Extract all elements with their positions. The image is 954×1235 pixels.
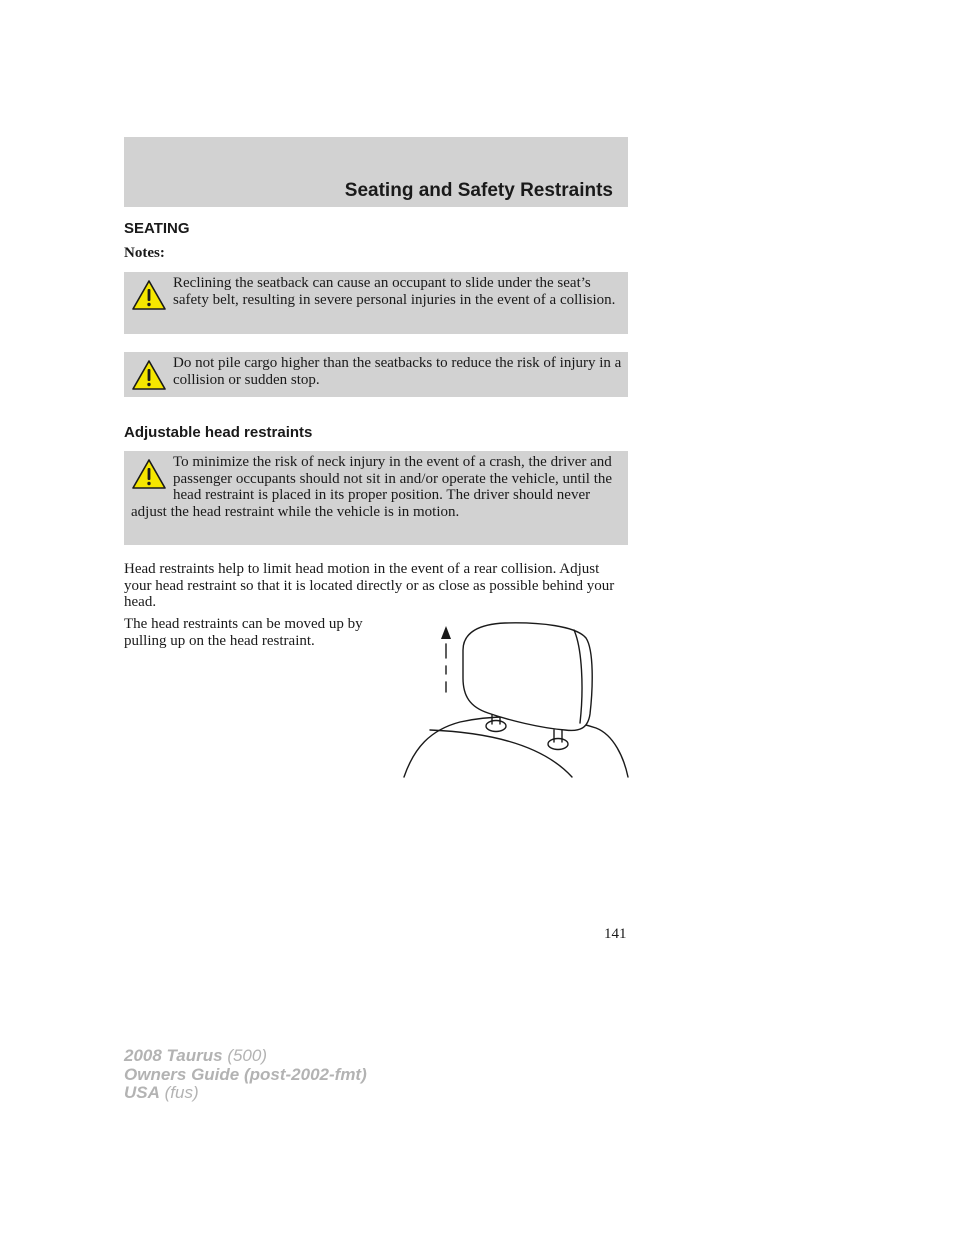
warning-triangle-icon [131,278,167,314]
warning-text: To minimize the risk of neck injury in the event of a crash, the driver and passenger occupants should not sit in and/or operate the vehicle, until the head restraint is placed in its proper position. The driver should never adjust the head restraint while the vehicle is in motion. [131,454,613,520]
document-footer [124,1047,367,1103]
warning-box-cargo [124,352,628,397]
notes-label: Notes: [124,245,165,261]
chapter-title: Seating and Safety Restraints [344,180,613,201]
subsection-heading: Adjustable head restraints [124,424,313,441]
arrow-head-icon [441,626,451,639]
section-header-band [124,137,628,207]
footer-line-guide: Owners Guide (post-2002-fmt) [124,1064,367,1084]
paragraph-pull-up: The head restraints can be moved up by pulling up on the head restraint. [124,616,363,649]
paragraph-head-restraints: Head restraints help to limit head motion in the event of a rear collision. Adjust your head restraint so that it is located directly or as close as possible behind your head. [124,561,615,610]
warning-text: Do not pile cargo higher than the seatbacks to reduce the risk of injury in a collision or sudden stop. [173,355,622,388]
warning-text: Reclining the seatback can cause an occupant to slide under the seat’s safety belt, resulting in severe personal injuries in the event of a collision. [173,275,616,308]
warning-triangle-icon [131,457,167,493]
footer-line-model: 2008 Taurus (500) [124,1046,268,1065]
warning-triangle-icon [131,358,167,394]
section-heading: SEATING [124,220,190,237]
warning-box-reclining [124,272,628,334]
warning-box-neck-injury [124,451,628,545]
head-restraint-illustration [400,618,630,780]
page-number: 141 [604,926,627,942]
footer-line-market: USA (fus) [124,1083,199,1102]
